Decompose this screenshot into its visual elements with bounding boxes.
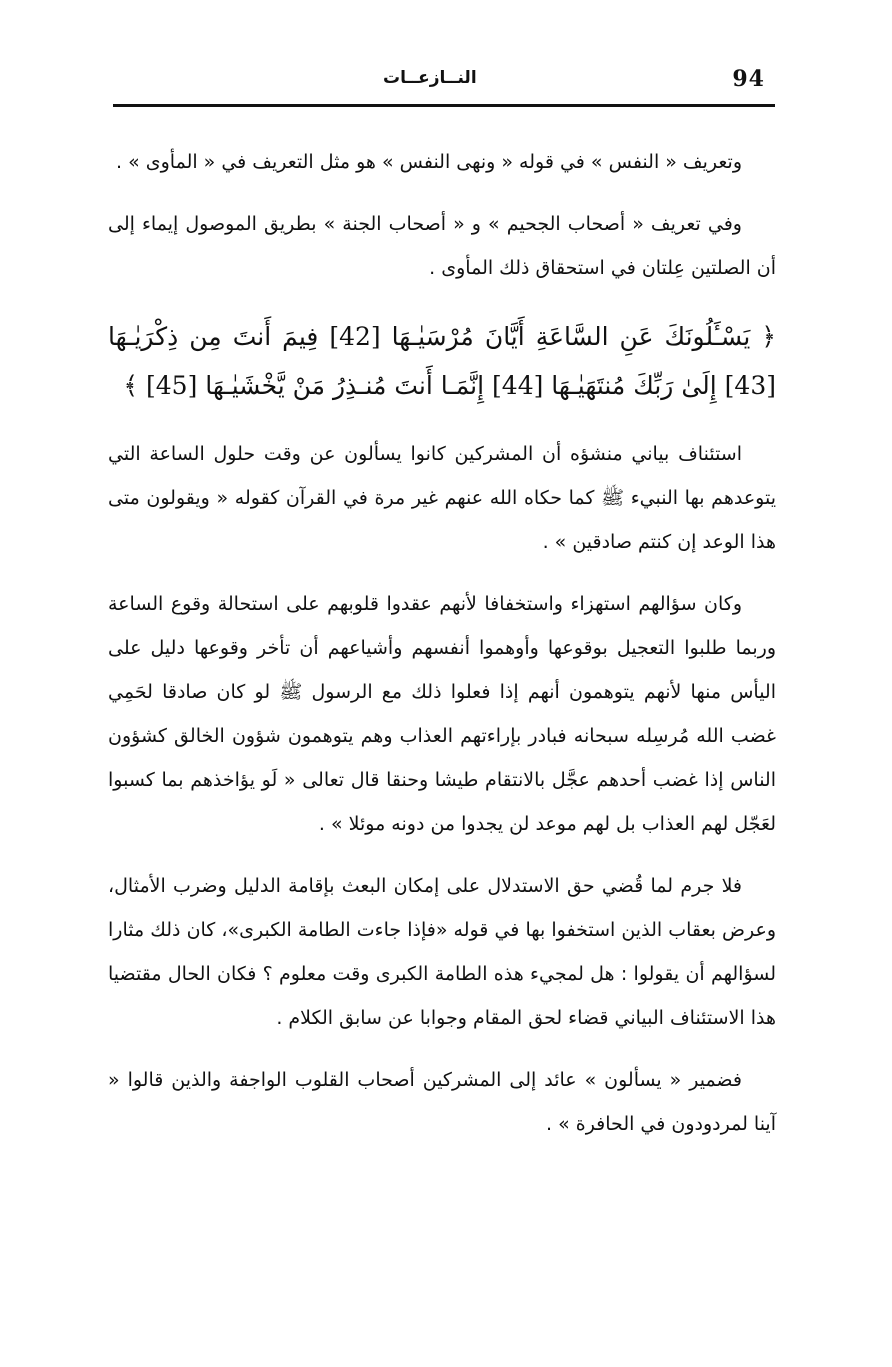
page-number: 94 [732,66,765,92]
paragraph-la-jarama: فلا جرم لما قُضي حق الاستدلال على إمكان البعث بإقامة الدليل وضرب الأمثال، وعرض بعقاب الذين استخفوا بها في قوله «فإذا جاءت الطامة الكبرى»، كان ذلك مثارا لسؤالهم أن يقولوا : هل لمجيء هذه الطامة الكبرى وقت معلوم ؟ فكان الحال مقتضيا هذا الاستئناف البياني قضاء لحق المقام وجوابا عن سابق الكلام . [108,875,776,1029]
page-header [113,60,775,104]
paragraph-istinaf: استئناف بياني منشؤه أن المشركين كانوا يسألون عن وقت حلول الساعة التي يتوعدهم بها النبيء ﷺ كما حكاه الله عنهم غير مرة في القرآن كقوله « ويقولون متى هذا الوعد إن كنتم صادقين » . [108,443,776,553]
running-title: النــازعــات [383,68,477,88]
paragraph-gap [108,846,776,864]
paragraph-damir: فضمير « يسألون » عائد إلى المشركين أصحاب القلوب الواجفة والذين قالوا « آينا لمردودون في الحافرة » . [108,1069,776,1135]
quran-verse: ﴿ يَسْـَٔلُونَكَ عَنِ السَّاعَةِ أَيَّانَ مُرْسَيٰـهَا [42] فِيمَ أَنتَ مِن ذِكْرَيٰـهَا [43] إِلَىٰ رَبِّكَ مُنتَهَيٰـهَا [44] إِنَّمَـا أَنتَ مُنـذِرُ مَنْ يَّخْشَيٰـهَا [45] ﴾ [108,322,776,400]
body-text [108,140,776,1146]
paragraph-gap [108,410,776,432]
paragraph-suaaluhum: وكان سؤالهم استهزاء واستخفافا لأنهم عقدوا قلوبهم على استحالة وقوع الساعة وربما طلبوا التعجيل بوقوعها وأوهموا أنفسهم وأشياعهم أن تأخر وقوعها دليل على اليأس منها لأنهم يتوهمون أنهم إذا فعلوا ذلك مع الرسول ﷺ لو كان صادقا لحَمِي غضب الله مُرسِله سبحانه فبادر بإراءتهم العذاب وهم يتوهمون شؤون الخالق كشؤون الناس إذا غضب أحدهم عجَّل بالانتقام طيشا وحنقا قال تعالى « لَو يؤاخذهم بما كسبوا لعَجّل لهم العذاب بل لهم موعد لن يجدوا من دونه موئلا » . [108,593,776,835]
header-rule [113,104,775,107]
paragraph-gap [108,184,776,202]
paragraph-gap [108,1040,776,1058]
paragraph-gap [108,564,776,582]
paragraph-gap [108,290,776,312]
paragraph-tarif-nafs: وتعريف « النفس » في قوله « ونهى النفس » هو مثل التعريف في « المأوى » . [116,151,742,173]
paragraph-tarif-ashab: وفي تعريف « أصحاب الجحيم » و « أصحاب الجنة » بطريق الموصول إيماء إلى أن الصلتين عِلتان في استحقاق ذلك المأوى . [108,213,776,279]
